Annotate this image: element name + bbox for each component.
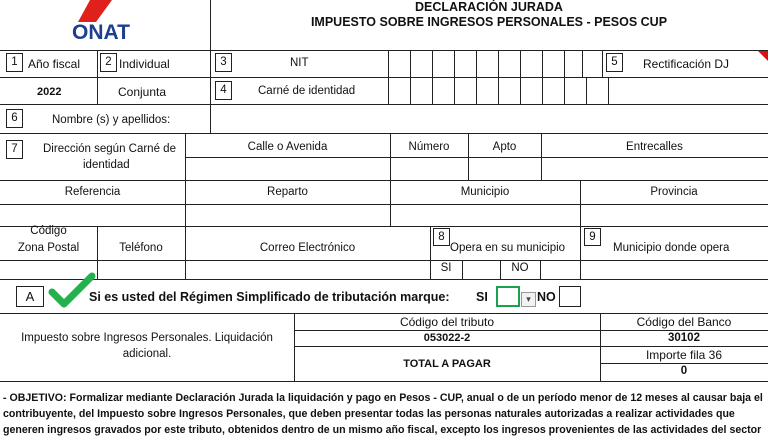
impuesto-description-line2: adicional. [122, 348, 172, 360]
codigo-banco-label: Código del Banco [636, 315, 732, 329]
anio-fiscal-value[interactable]: 2022 [37, 86, 62, 98]
direccion-label-line1: Dirección según Carné de [43, 143, 176, 155]
conjunta-label: Conjunta [118, 85, 167, 99]
direccion-label-line2: identidad [83, 159, 130, 171]
field-number-5: 5 [606, 53, 623, 72]
regimen-question: Si es usted del Régimen Simplificado de tributación marque: [89, 290, 450, 304]
regimen-si-checkbox[interactable] [496, 286, 520, 307]
objetivo-section [0, 381, 768, 436]
importe-fila-value[interactable]: 0 [680, 365, 688, 377]
field-number-6: 6 [6, 109, 23, 128]
municipio-label: Municipio [460, 186, 510, 198]
regimen-si-dropdown-button[interactable] [521, 292, 536, 307]
form-title: DECLARACIÓN JURADA [415, 0, 563, 14]
codigo-tributo-label: Código del tributo [399, 315, 495, 329]
opera-no-label[interactable]: NO [511, 262, 529, 274]
objetivo-line1: - OBJETIVO: Formalizar mediante Declaración Jurada la liquidación y pago en Pesos - CUP, anual o de un período menor de 12 meses al causar baja el [3, 392, 763, 404]
impuesto-description-line1: Impuesto sobre Ingresos Personales. Liquidación [21, 332, 273, 344]
reparto-label: Reparto [267, 186, 308, 198]
onat-logo-text: ONAT [72, 21, 130, 44]
provincia-label: Provincia [650, 186, 698, 198]
field-number-2: 2 [100, 53, 117, 72]
calle-label: Calle o Avenida [247, 141, 328, 153]
telefono-label: Teléfono [119, 242, 163, 254]
field-number-1: 1 [6, 53, 23, 72]
correo-label: Correo Electrónico [259, 242, 356, 254]
onat-logo [68, 0, 148, 44]
field-number-3: 3 [215, 53, 232, 72]
field-number-4: 4 [215, 81, 232, 100]
objetivo-line3: generen ingresos gravados por este tributo, obtenidos dentro de un mismo año fiscal, excepto los ingresos provenientes de las actividades del sector [3, 424, 762, 436]
rectificacion-label: Rectificación DJ [643, 57, 730, 71]
nombre-label: Nombre (s) y apellidos: [52, 114, 171, 126]
regimen-no-checkbox[interactable] [559, 286, 581, 307]
corner-marker-icon [758, 51, 768, 61]
individual-label: Individual [119, 57, 170, 71]
section-a-box: A [16, 286, 44, 307]
entrecalles-label: Entrecalles [626, 141, 683, 153]
carne-label: Carné de identidad [258, 85, 356, 97]
codigo-banco-value: 30102 [668, 332, 700, 344]
opera-si-label[interactable]: SI [440, 262, 452, 274]
regimen-si-label: SI [476, 290, 488, 304]
objetivo-line2: contribuyente, del Impuesto sobre Ingresos Personales, que deben presentar todas las personas naturales autorizadas a realizar actividades que [3, 408, 735, 420]
importe-fila-label: Importe fila 36 [645, 348, 723, 362]
apto-label: Apto [492, 141, 517, 153]
codigo-tributo-value: 053022-2 [423, 332, 471, 344]
field-number-9: 9 [584, 228, 601, 246]
municipio-opera-label: Municipio donde opera [613, 242, 730, 254]
codigo-label: Código [30, 225, 67, 237]
form-subtitle: IMPUESTO SOBRE INGRESOS PERSONALES - PESOS CUP [310, 15, 668, 29]
opera-municipio-label: Opera en su municipio [450, 242, 566, 254]
chevron-down-icon: ▾ [526, 294, 531, 304]
field-number-7: 7 [6, 140, 23, 159]
zona-postal-label: Zona Postal [17, 242, 80, 254]
regimen-no-label: NO [537, 290, 556, 304]
anio-fiscal-label: Año fiscal [28, 57, 81, 71]
referencia-label: Referencia [64, 186, 121, 198]
numero-label: Número [408, 141, 450, 153]
total-a-pagar-label: TOTAL A PAGAR [403, 358, 491, 370]
nit-label: NIT [290, 57, 309, 69]
field-number-8: 8 [433, 228, 450, 246]
